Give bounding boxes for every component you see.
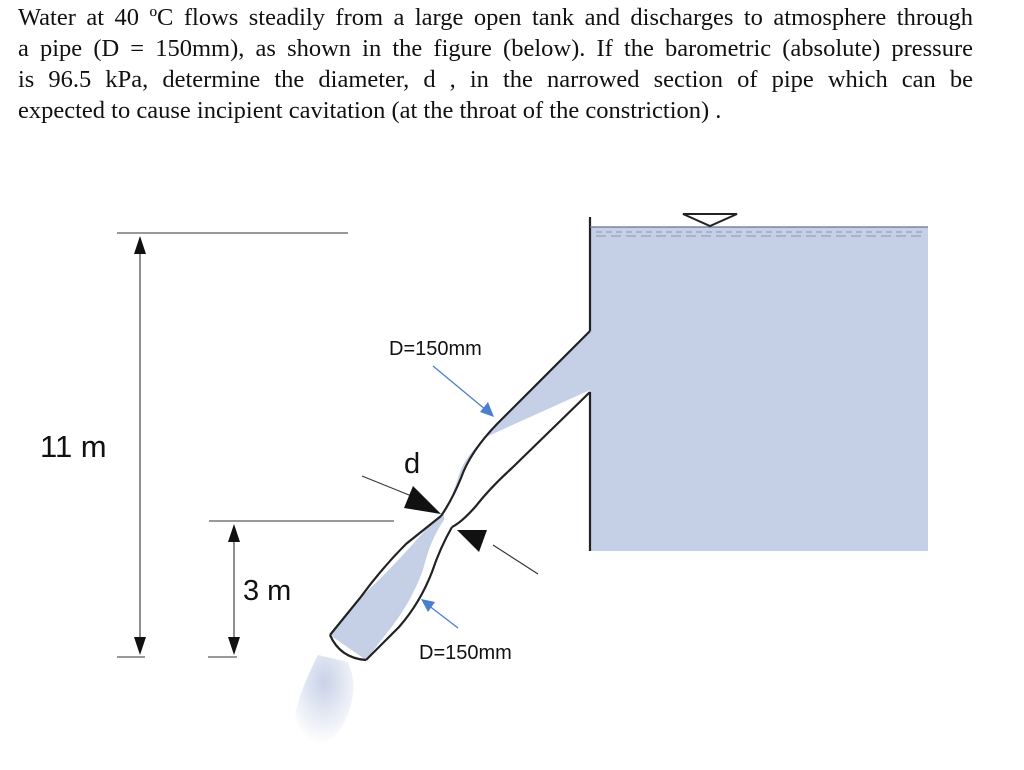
arrowhead-icon — [457, 530, 487, 552]
problem-line-1: Water at 40 ºC flows steadily from a large open tank and discharges to atmosphere through — [18, 4, 973, 31]
discharge-jet — [295, 655, 353, 745]
label-d-top: D=150mm — [389, 338, 482, 360]
arrowhead-icon — [228, 637, 240, 655]
label-3m: 3 m — [243, 575, 292, 607]
arrowhead-icon — [228, 524, 240, 542]
arrowhead-icon — [404, 486, 441, 514]
problem-line-2: a pipe (D = 150mm), as shown in the figure (below). If the barometric (absolute) pressure — [18, 35, 973, 62]
label-d-bottom: D=150mm — [419, 642, 512, 664]
problem-line-3: is 96.5 kPa, determine the diameter, d , in the narrowed section of pipe which can be — [18, 66, 973, 93]
arrowhead-icon — [480, 402, 494, 417]
arrowhead-icon — [134, 236, 146, 254]
pipe-body — [330, 330, 590, 660]
arrowhead-icon — [421, 599, 435, 612]
label-d-throat: d — [404, 448, 421, 480]
tank-water — [590, 227, 928, 551]
pointer-arrow-top — [433, 366, 486, 410]
label-11m: 11 m — [40, 429, 107, 464]
free-surface-triangle-icon — [683, 214, 737, 226]
dimension-11m — [117, 233, 348, 657]
throat-leader-right — [493, 545, 538, 574]
arrowhead-icon — [134, 637, 146, 655]
pointer-arrow-bottom — [428, 605, 458, 628]
problem-line-4: expected to cause incipient cavitation (at the throat of the constriction) . — [18, 97, 722, 124]
